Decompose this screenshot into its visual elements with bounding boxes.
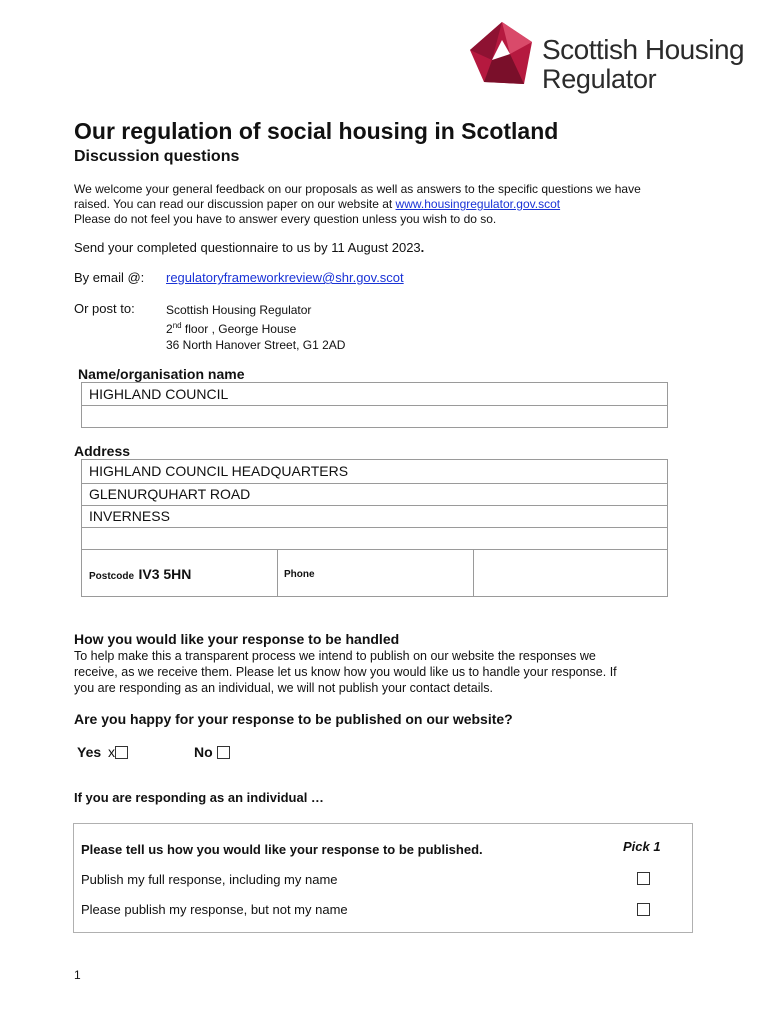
intro-line1: We welcome your general feedback on our proposals as well as answers to the specific questions we have (74, 182, 641, 196)
post-label: Or post to: (74, 301, 135, 316)
no-name-checkbox[interactable] (637, 903, 650, 916)
email-link[interactable]: regulatoryframeworkreview@shr.gov.scot (166, 270, 404, 285)
address-section-label: Address (74, 443, 131, 459)
deadline-text (74, 240, 424, 255)
address-line3: 36 North Hanover Street, G1 2AD (166, 338, 346, 352)
handling-line2: receive, as we receive them. Please let us know how you would like us to handle your response. If (74, 665, 617, 679)
intro-line2 (74, 197, 714, 212)
intro-line2-text: raised. You can read our discussion paper on our website at (74, 197, 396, 211)
name-field-divider (82, 405, 667, 406)
postal-address (166, 302, 345, 353)
no-checkbox[interactable] (217, 746, 230, 759)
name-field-box[interactable] (81, 382, 668, 428)
yes-mark: x (108, 744, 116, 760)
publish-question: Are you happy for your response to be published on our website? (74, 711, 513, 727)
handling-heading: How you would like your response to be handled (74, 631, 400, 647)
logo-text-line2: Regulator (542, 64, 657, 94)
intro-paragraph (74, 182, 714, 227)
address-field-box[interactable] (81, 459, 668, 597)
handling-paragraph (74, 648, 714, 696)
no-option[interactable] (194, 744, 230, 760)
address-divider-2 (82, 505, 667, 506)
individual-table-heading: Please tell us how you would like your response to be published. (81, 842, 483, 857)
address-line2-rest: floor , George House (181, 322, 297, 336)
address-line1: Scottish Housing Regulator (166, 303, 312, 317)
address-line-1: HIGHLAND COUNCIL HEADQUARTERS (89, 463, 349, 479)
name-field-value: HIGHLAND COUNCIL (89, 386, 229, 402)
shr-logo (466, 20, 746, 94)
page-subtitle: Discussion questions (74, 148, 240, 165)
yes-checkbox[interactable] (115, 746, 128, 759)
full-response-checkbox[interactable] (637, 872, 650, 885)
option-full-response: Publish my full response, including my name (81, 872, 338, 887)
handling-line3: you are responding as an individual, we will not publish your contact details. (74, 681, 493, 695)
address-line2-num: 2 (166, 322, 173, 336)
postcode-value: IV3 5HN (138, 566, 192, 582)
individual-heading: If you are responding as an individual … (74, 790, 324, 805)
name-section-label: Name/organisation name (78, 366, 245, 382)
no-label: No (194, 744, 213, 760)
address-line2 (166, 318, 345, 337)
page-title: Our regulation of social housing in Scotland (74, 118, 559, 144)
address-divider-4 (82, 549, 667, 550)
deadline-main: Send your completed questionnaire to us by 11 August 2023 (74, 240, 421, 255)
option-no-name: Please publish my response, but not my name (81, 902, 348, 917)
address-vdivider-2 (473, 549, 474, 596)
website-link[interactable]: www.housingregulator.gov.scot (395, 197, 561, 211)
handling-line1: To help make this a transparent process we intend to publish on our website the responses we (74, 649, 596, 663)
page-number: 1 (74, 968, 81, 982)
deadline-dot: . (420, 240, 425, 255)
postcode-label: Postcode (89, 571, 135, 582)
address-divider-1 (82, 483, 667, 484)
address-vdivider-1 (277, 549, 278, 596)
individual-table (73, 823, 693, 933)
yes-option[interactable] (77, 744, 128, 760)
shr-logo-mark-icon (466, 20, 536, 88)
phone-label: Phone (284, 569, 315, 580)
postcode-cell (89, 566, 191, 584)
logo-text-line1: Scottish Housing (542, 34, 745, 65)
address-line-3: INVERNESS (89, 508, 170, 524)
yes-label: Yes (77, 744, 102, 760)
address-line-2: GLENURQUHART ROAD (89, 486, 251, 502)
intro-line3: Please do not feel you have to answer every question unless you wish to do so. (74, 212, 497, 226)
address-divider-3 (82, 527, 667, 528)
address-line2-sup: nd (172, 321, 182, 330)
email-label: By email @: (74, 270, 145, 285)
pick-label: Pick 1 (623, 839, 661, 854)
